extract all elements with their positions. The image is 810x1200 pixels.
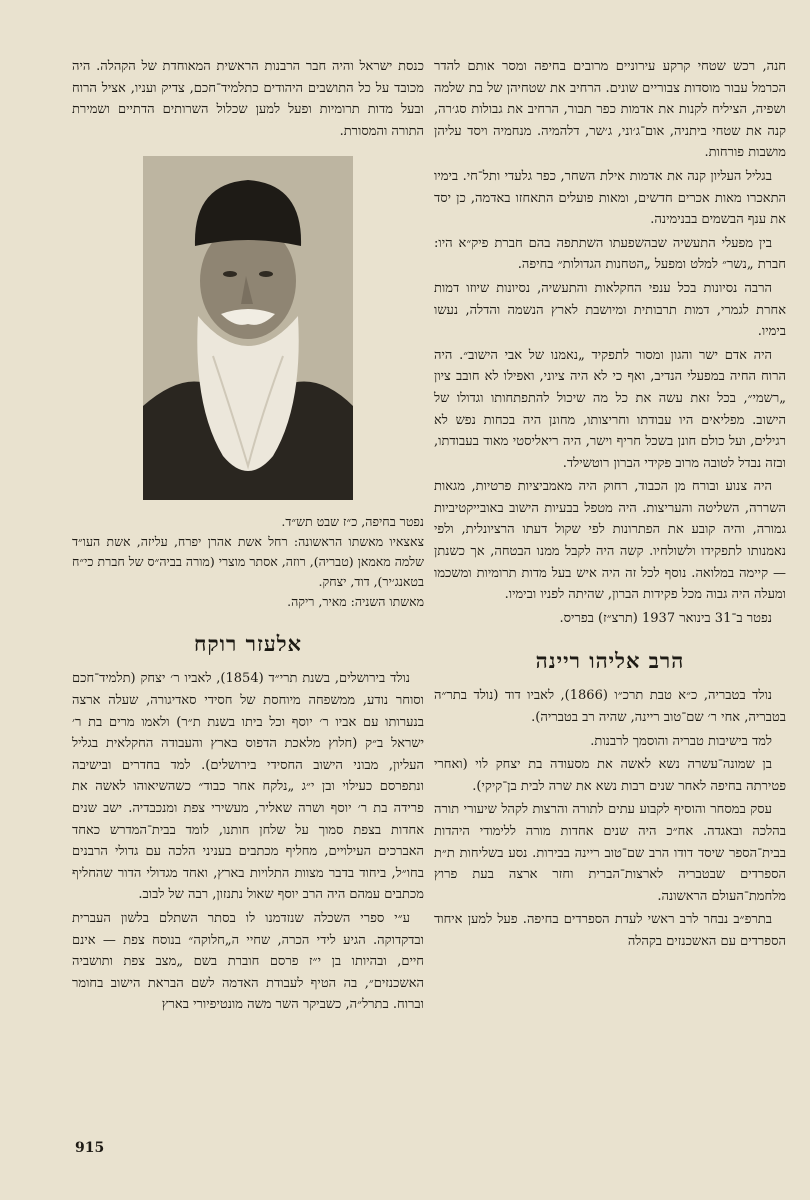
photo-caption: [72, 512, 424, 612]
paragraph: היה צנוע ובורח מן הכבוד, רחוק היה מאמביציות פרטיות, מגאות השררה, השליטה והעריצות. היה מטפל בבעיות הישוב באובייקטיביות גמורה, והיה קובע את הפתרונות לפי שקול דעתו הרציונלית, ולפי נאמנותו לתפקידו ולשולחיו. קשה היה לקבל ממנו הבטחה, אך כשנתן — קיימה במלואה. נוסף לכל זה היה איש בעל מדות תרומיות ומשכמו ומעלה היה גבוה מכל פקידות הברון, שהיתה לפניו ובימיו.: [434, 479, 786, 603]
paragraph: כנסת ישראל והיה חבר הרבנות הראשית המאוחדת של הקהלה. היה מכובד על כל התושבים היהודים כתלמיד־חכם, צדיק ועניו, אציל הרוח ובעל מדות תרומיות ופעל למען שכלול השרותים הדתיים ושמירת התורה והמסורת.: [72, 59, 424, 139]
paragraph: היה אדם ישר והגון ומסור לתפקיד „נאמנו של אבי הישוב״. היה הרוח החיה במפעלי הנדיב, ואף כי לא היה ציוני, ואפילו לא חובב ציון „רשמי״, בכל זאת עשה את כל מה שיכול להתפתחותו וגדולו של הישוב. מפליאים היו עבודתו וחריצותו, מחונן היה בכחות נפש לא רגילים, ועל כולם חונן בשכל חריף וישר, היה ריאליסטי מאוד בעבודתו, ובזה נבדל לטובה מרוב פקידי הברון רוטשילד.: [434, 347, 786, 471]
portrait-photo: [143, 156, 353, 500]
paragraph: חנה, רכש שטחי קרקע עירוניים מרובים בחיפה ומסר אותם להדר הכרמל עבור מוסדות צבוריים שונים. הרחיב את שטחיהן של בת שלמה ושפיה, הציליח לקנות את אדמות כפר תבור, הרחיב את גבולות סג׳רה, קנה את שטחי ביתניה, אום־ג׳וני, ג׳שר, דלהמיה. מנחמיה ויסד עליהן מושבות פורחות.: [434, 59, 786, 161]
section-heading: הרב אליהו ריינה: [535, 648, 685, 674]
paragraph: נולד בירושלים, בשנת תרי״ד (1854), לאביו ר׳ יצחק (תלמיד־חכם וסוחר נודע, ממשפחה מיוחסת של חסידי סאדיגורה, שעלה ארצה בנערותו עם אביו ר׳ יוסף וכל ביתו בשנת ת״ר) ולאמו מרים בת ר׳ ישראל ב״ק (חלוץ מלאכת הדפוס בארץ והעבודה החקלאית בגליל העליון, מבוני הישוב החסידי בירושלים). למד בחדרים ובישיבה ונתפרסם כעילוי ובן י״ג „נלקח אחר כבוד״ כשהשיאוהו לאשה את פרידה בת ר׳ יוסף ושרה שאליר, מעשירי צפת ומנכבדיה. ישב שנים אחדות בצפת סמוך על שלחן חותנו, לומד בבית־המדרש כאחד האברכים העילויים, מחליף מכתבים בעניני הלכה עם גדולי הרבנים בחו״ל, ביחוד בדבר מצוות התלויות בארץ, ואחד מגדולי הדור שהחליף מכתבים עמהם היה הרב יוסף שאול נתנזון, רבה של לבוב.: [72, 671, 424, 903]
paragraph: הרבה נסיונות בכל ענפי החקלאות והתעשיה, נסיונות שיוזו דמות אחרת לגמרי, דמות תרבותית ומיושבת לארץ הנשמה והדלה, נעשו בימיו.: [434, 280, 786, 340]
section-heading: אלעזר רוקח: [193, 631, 303, 657]
paragraph: נפטר ב־31 בינואר 1937 (תרצ״ז) בפריס.: [559, 610, 772, 626]
paragraph: עסק במסחר והוסיף לקבוע עתים לתורה והרצות לקהל שיעורי תורה בהלכה ובאגדה. אח״כ היה שנים אחדות מורה ללימודי היהדות בבית־הספר שיסד דודו הרב שם־טוב ריינה בבירות. נסע בשליחות ת״ת הספרדים שבטבריה לארצות־הברית וחזר ארצה בעת פרוץ מלחמת־העולם הראשונה.: [434, 802, 786, 904]
caption-line: נפטר בחיפה, כ״ז שבט תש״ד.: [281, 514, 424, 530]
paragraph: למד בישיבות טבריה והוסמך לרבנות.: [590, 733, 772, 749]
paragraph: ע״י ספרי השכלה שנזדמנו לו בסתר השתלם בלשון העברית ובדקדוקה. הגיע לידי הכרה, שחיי ה„חלוקה״ בנוסח צפת — אינם חיים, ובהיותו בן י״ז פרסם חוברת בשם „מצב צפת ותושביה האשכנזים״, בה הטיף לעבודת האדמה לשם הבראת הישוב בחומר וברוח. בתרל״ה, כשביקר השר משה מונטיפיורי בארץ: [72, 910, 424, 1013]
left-column: [72, 56, 424, 1018]
paragraph: נולד בטבריה, כ״א טבת תרכ״ו (1866), לאביו דוד (נולד בתר״ה בטבריה, אחי ר׳ שם־טוב ריינה, שהיה רב בטבריה).: [434, 688, 786, 726]
portrait-illustration: [143, 156, 353, 500]
paragraph: בן שמונה־עשרה נשא לאשה את מסעודה בת יצחק לוי (ואחרי פטירתה בחיפה לאחר שנים רבות נשא את שרה לבית בן־קיקי).: [434, 757, 786, 794]
paragraph: בגליל העליון קנה את אדמות אילת השחר, כפר גלעדי ותל־חי. בימיו התאכרו מאות אכרים חדשים, ומאות פועלים התאחזו באדמה, כן יסד את ענף הבשמים בבנימינה.: [434, 168, 786, 228]
page-number: 915: [75, 1140, 105, 1156]
caption-line: מאשתו השניה: מאיר, ריקה.: [287, 594, 424, 610]
right-column: [434, 56, 786, 955]
paragraph: בתרפ״ב נבחר לרב ראשי לעדת הספרדים בחיפה. פעל למען איחוד הספרדים עם האשכנזים בקהלה: [434, 912, 786, 949]
caption-line: צאצאיו מאשתו הראשונה: רחל אשת אהרן יפרח, עליזה, אשת העו״ד שלמה מאמאן (טבריה), רוזה, אסתר מוצרי (מורה בביה״ס של חברת כי״ח בטאנג׳יר), דוד, יצחק.: [72, 534, 424, 590]
paragraph: בין מפעלי התעשיה שבהשפעתו השתתפה בהם חברת פיק״א היו: חברת „נשר״ למלט ומפעל „הטחנות הגדולות״ בחיפה.: [434, 235, 786, 273]
